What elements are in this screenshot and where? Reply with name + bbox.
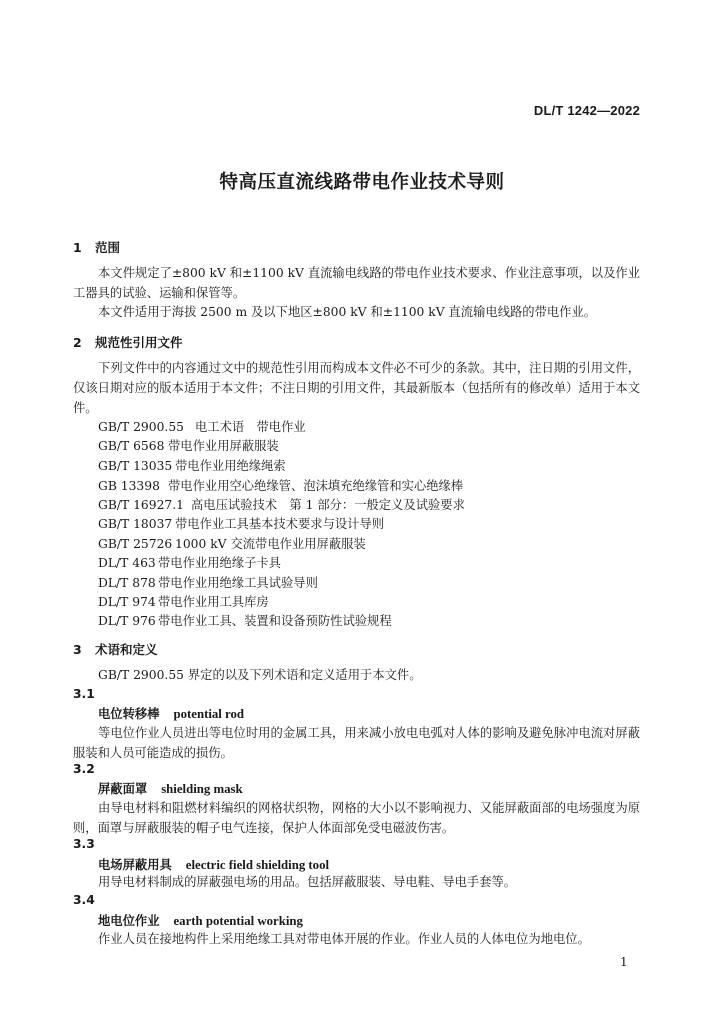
section-number: 1 <box>73 240 82 255</box>
reference-code: GB/T 16927.1 <box>98 498 184 512</box>
reference-code: DL/T 976 <box>98 614 156 628</box>
term-cn: 地电位作业 <box>98 913 160 928</box>
term-heading <box>98 855 329 873</box>
reference-code: GB/T 18037 <box>98 517 173 531</box>
section-1-paragraph-1: 本文件规定了±800 kV 和±1100 kV 直流输电线路的带电作业技术要求、作业注意事项，以及作业工器具的试验、运输和保管等。 <box>73 266 640 300</box>
reference-title: 高电压试验技术 第 1 部分：一般定义及试验要求 <box>191 498 465 512</box>
term-en: shielding mask <box>161 782 243 796</box>
reference-item <box>98 611 392 629</box>
reference-title: 带电作业用工具库房 <box>158 595 269 609</box>
section-2-heading <box>73 333 183 351</box>
section-title: 规范性引用文件 <box>95 335 183 350</box>
section-3-heading <box>73 640 158 658</box>
section-title: 术语和定义 <box>95 642 158 657</box>
reference-code: DL/T 463 <box>98 556 156 570</box>
page-number: 1 <box>620 955 628 969</box>
reference-item <box>98 534 366 552</box>
reference-title: 电工术语 带电作业 <box>195 420 306 434</box>
reference-item <box>98 573 318 591</box>
term-en: electric field shielding tool <box>185 858 330 872</box>
reference-code: GB/T 6568 <box>98 439 165 453</box>
reference-item <box>98 514 384 532</box>
term-en: potential rod <box>173 707 245 721</box>
reference-item <box>98 592 269 610</box>
term-number: 3.4 <box>73 893 95 907</box>
section-number: 3 <box>73 642 82 657</box>
reference-code: GB 13398 <box>98 479 160 493</box>
section-3-intro: GB/T 2900.55 界定的以及下列术语和定义适用于本文件。 <box>98 668 422 682</box>
reference-item <box>98 476 463 494</box>
term-number: 3.1 <box>73 687 95 701</box>
term-en: earth potential working <box>173 914 303 928</box>
reference-title: 带电作业用空心绝缘管、泡沫填充绝缘管和实心绝缘棒 <box>168 479 464 493</box>
section-2-intro: 下列文件中的内容通过文中的规范性引用而构成本文件必不可少的条款。其中，注日期的引用文件，仅该日期对应的版本适用于本文件；不注日期的引用文件，其最新版本（包括所有的修改单）适用于本文件。 <box>73 361 640 415</box>
term-heading <box>98 911 303 929</box>
reference-item <box>98 495 465 513</box>
term-definition: 由导电材料和阻燃材料编织的网格状织物，网格的大小以不影响视力、又能屏蔽面部的电场强度为原则，面罩与屏蔽服装的帽子电气连接，保护人体面部免受电磁波伤害。 <box>73 801 640 835</box>
reference-item <box>98 417 306 435</box>
reference-code: DL/T 878 <box>98 576 156 590</box>
term-cn: 电场屏蔽用具 <box>98 857 172 872</box>
reference-title: 带电作业用屏蔽服装 <box>168 439 279 453</box>
reference-item <box>98 436 279 454</box>
term-definition: 等电位作业人员进出等电位时用的金属工具，用来减小放电电弧对人体的影响及避免脉冲电流对屏蔽服装和人员可能造成的损伤。 <box>73 726 640 760</box>
term-number: 3.3 <box>73 837 95 851</box>
document-title: 特高压直流线路带电作业技术导则 <box>219 172 505 193</box>
reference-title: 1000 kV 交流带电作业用屏蔽服装 <box>175 537 366 551</box>
reference-code: GB/T 25726 <box>98 537 173 551</box>
standard-number: DL/T 1242—2022 <box>533 103 640 118</box>
section-number: 2 <box>73 335 82 350</box>
section-title: 范围 <box>95 240 121 255</box>
section-1-paragraph-2: 本文件适用于海拔 2500 m 及以下地区±800 kV 和±1100 kV 直流输电线路的带电作业。 <box>98 305 597 319</box>
reference-title: 带电作业用绝缘子卡具 <box>158 556 281 570</box>
reference-title: 带电作业工具、装置和设备预防性试验规程 <box>158 614 392 628</box>
reference-item <box>98 456 286 474</box>
reference-title: 带电作业用绝缘绳索 <box>175 459 286 473</box>
term-definition: 用导电材料制成的屏蔽强电场的用品。包括屏蔽服装、导电鞋、导电手套等。 <box>98 875 517 889</box>
reference-title: 带电作业工具基本技术要求与设计导则 <box>175 517 385 531</box>
term-cn: 电位转移棒 <box>98 706 160 721</box>
term-definition: 作业人员在接地构件上采用绝缘工具对带电体开展的作业。作业人员的人体电位为地电位。 <box>98 932 590 946</box>
term-heading <box>98 704 244 722</box>
term-number: 3.2 <box>73 762 95 776</box>
reference-code: GB/T 13035 <box>98 459 173 473</box>
term-cn: 屏蔽面罩 <box>98 781 148 796</box>
reference-title: 带电作业用绝缘工具试验导则 <box>158 576 318 590</box>
reference-item <box>98 553 281 571</box>
reference-code: GB/T 2900.55 <box>98 420 184 434</box>
section-1-heading <box>73 238 120 256</box>
reference-code: DL/T 974 <box>98 595 156 609</box>
term-heading <box>98 779 243 797</box>
